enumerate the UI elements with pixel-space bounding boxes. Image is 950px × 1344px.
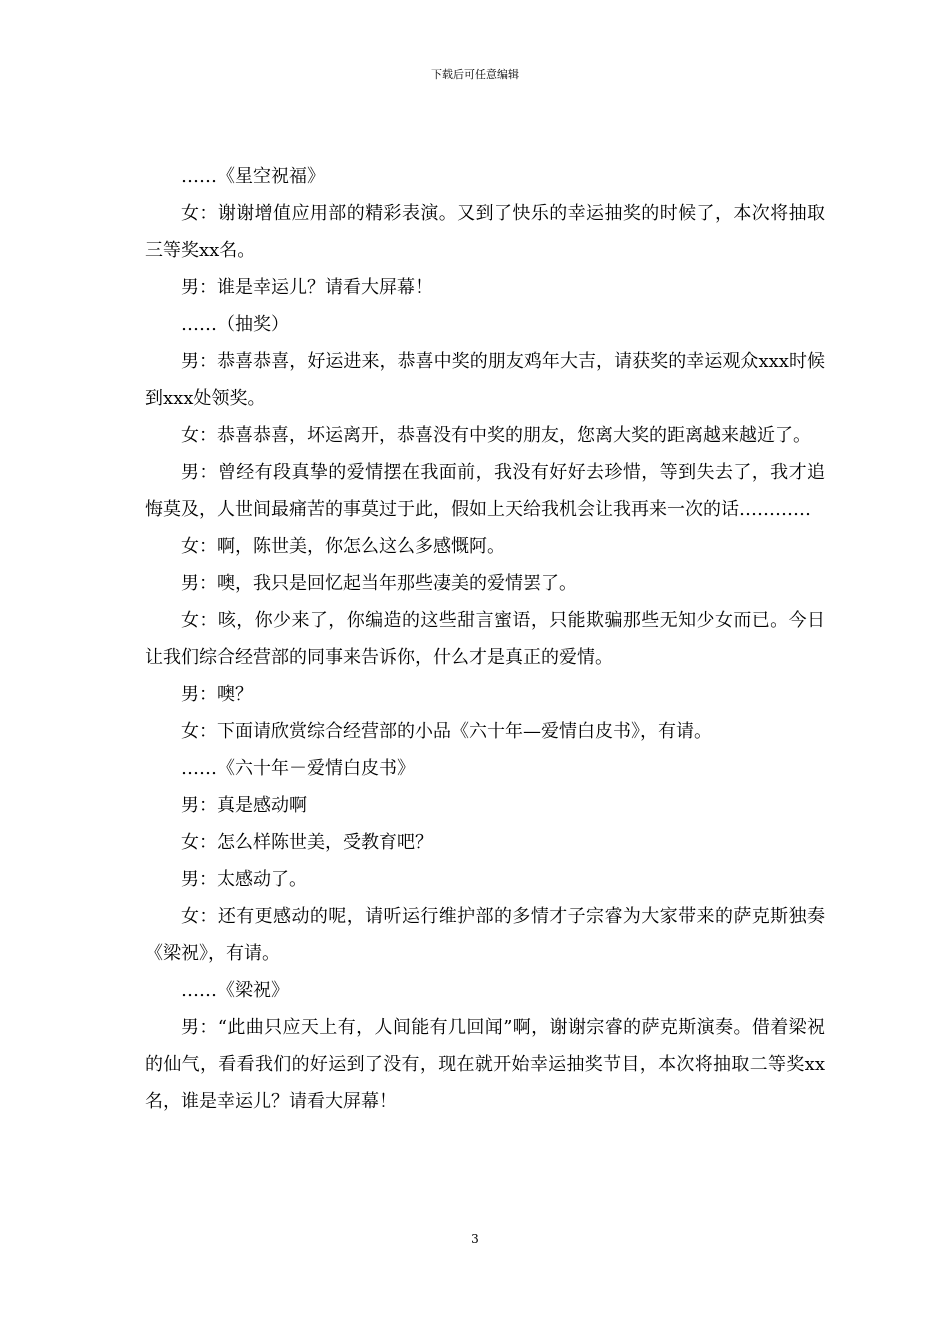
paragraph: 女：啊，陈世美，你怎么这么多感慨阿。: [181, 536, 505, 557]
paragraph: ……《星空祝福》: [181, 166, 325, 187]
page-header: 下载后可任意编辑: [431, 68, 519, 81]
document-body: [145, 158, 825, 1120]
paragraph: 男：曾经有段真挚的爱情摆在我面前，我没有好好去珍惜，等到失去了，我才追悔莫及，人世间最痛苦的事莫过于此，假如上天给我机会让我再来一次的话…………: [145, 462, 825, 520]
paragraph: 男：太感动了。: [181, 869, 307, 890]
paragraph: 女：咳，你少来了，你编造的这些甜言蜜语，只能欺骗那些无知少女而已。今日让我们综合经营部的同事来告诉你，什么才是真正的爱情。: [145, 610, 825, 668]
paragraph: 女：下面请欣赏综合经营部的小品《六十年—爱情白皮书》，有请。: [181, 721, 712, 742]
paragraph: 女：恭喜恭喜，坏运离开，恭喜没有中奖的朋友，您离大奖的距离越来越近了。: [181, 425, 811, 446]
paragraph: 男：“此曲只应天上有，人间能有几回闻”啊，谢谢宗睿的萨克斯演奏。借着梁祝的仙气，看看我们的好运到了没有，现在就开始幸运抽奖节目，本次将抽取二等奖xx名，谁是幸运儿？请看大屏幕！: [145, 1017, 825, 1112]
paragraph: 男：恭喜恭喜，好运进来，恭喜中奖的朋友鸡年大吉，请获奖的幸运观众xxx时候到xxx处领奖。: [145, 351, 825, 409]
paragraph: 男：噢，我只是回忆起当年那些凄美的爱情罢了。: [181, 573, 577, 594]
paragraph: ……（抽奖）: [181, 314, 289, 335]
paragraph: 女：还有更感动的呢，请听运行维护部的多情才子宗睿为大家带来的萨克斯独奏《梁祝》，有请。: [145, 906, 825, 964]
paragraph: 女：谢谢增值应用部的精彩表演。又到了快乐的幸运抽奖的时候了，本次将抽取三等奖xx名。: [145, 203, 825, 261]
paragraph: 男：谁是幸运儿？请看大屏幕！: [181, 277, 433, 298]
paragraph: ……《六十年－爱情白皮书》: [181, 758, 415, 779]
paragraph: 男：噢？: [181, 684, 253, 705]
paragraph: 男：真是感动啊: [181, 795, 307, 816]
page-number: 3: [471, 1232, 479, 1246]
paragraph: 女：怎么样陈世美，受教育吧？: [181, 832, 433, 853]
paragraph: ……《梁祝》: [181, 980, 289, 1001]
